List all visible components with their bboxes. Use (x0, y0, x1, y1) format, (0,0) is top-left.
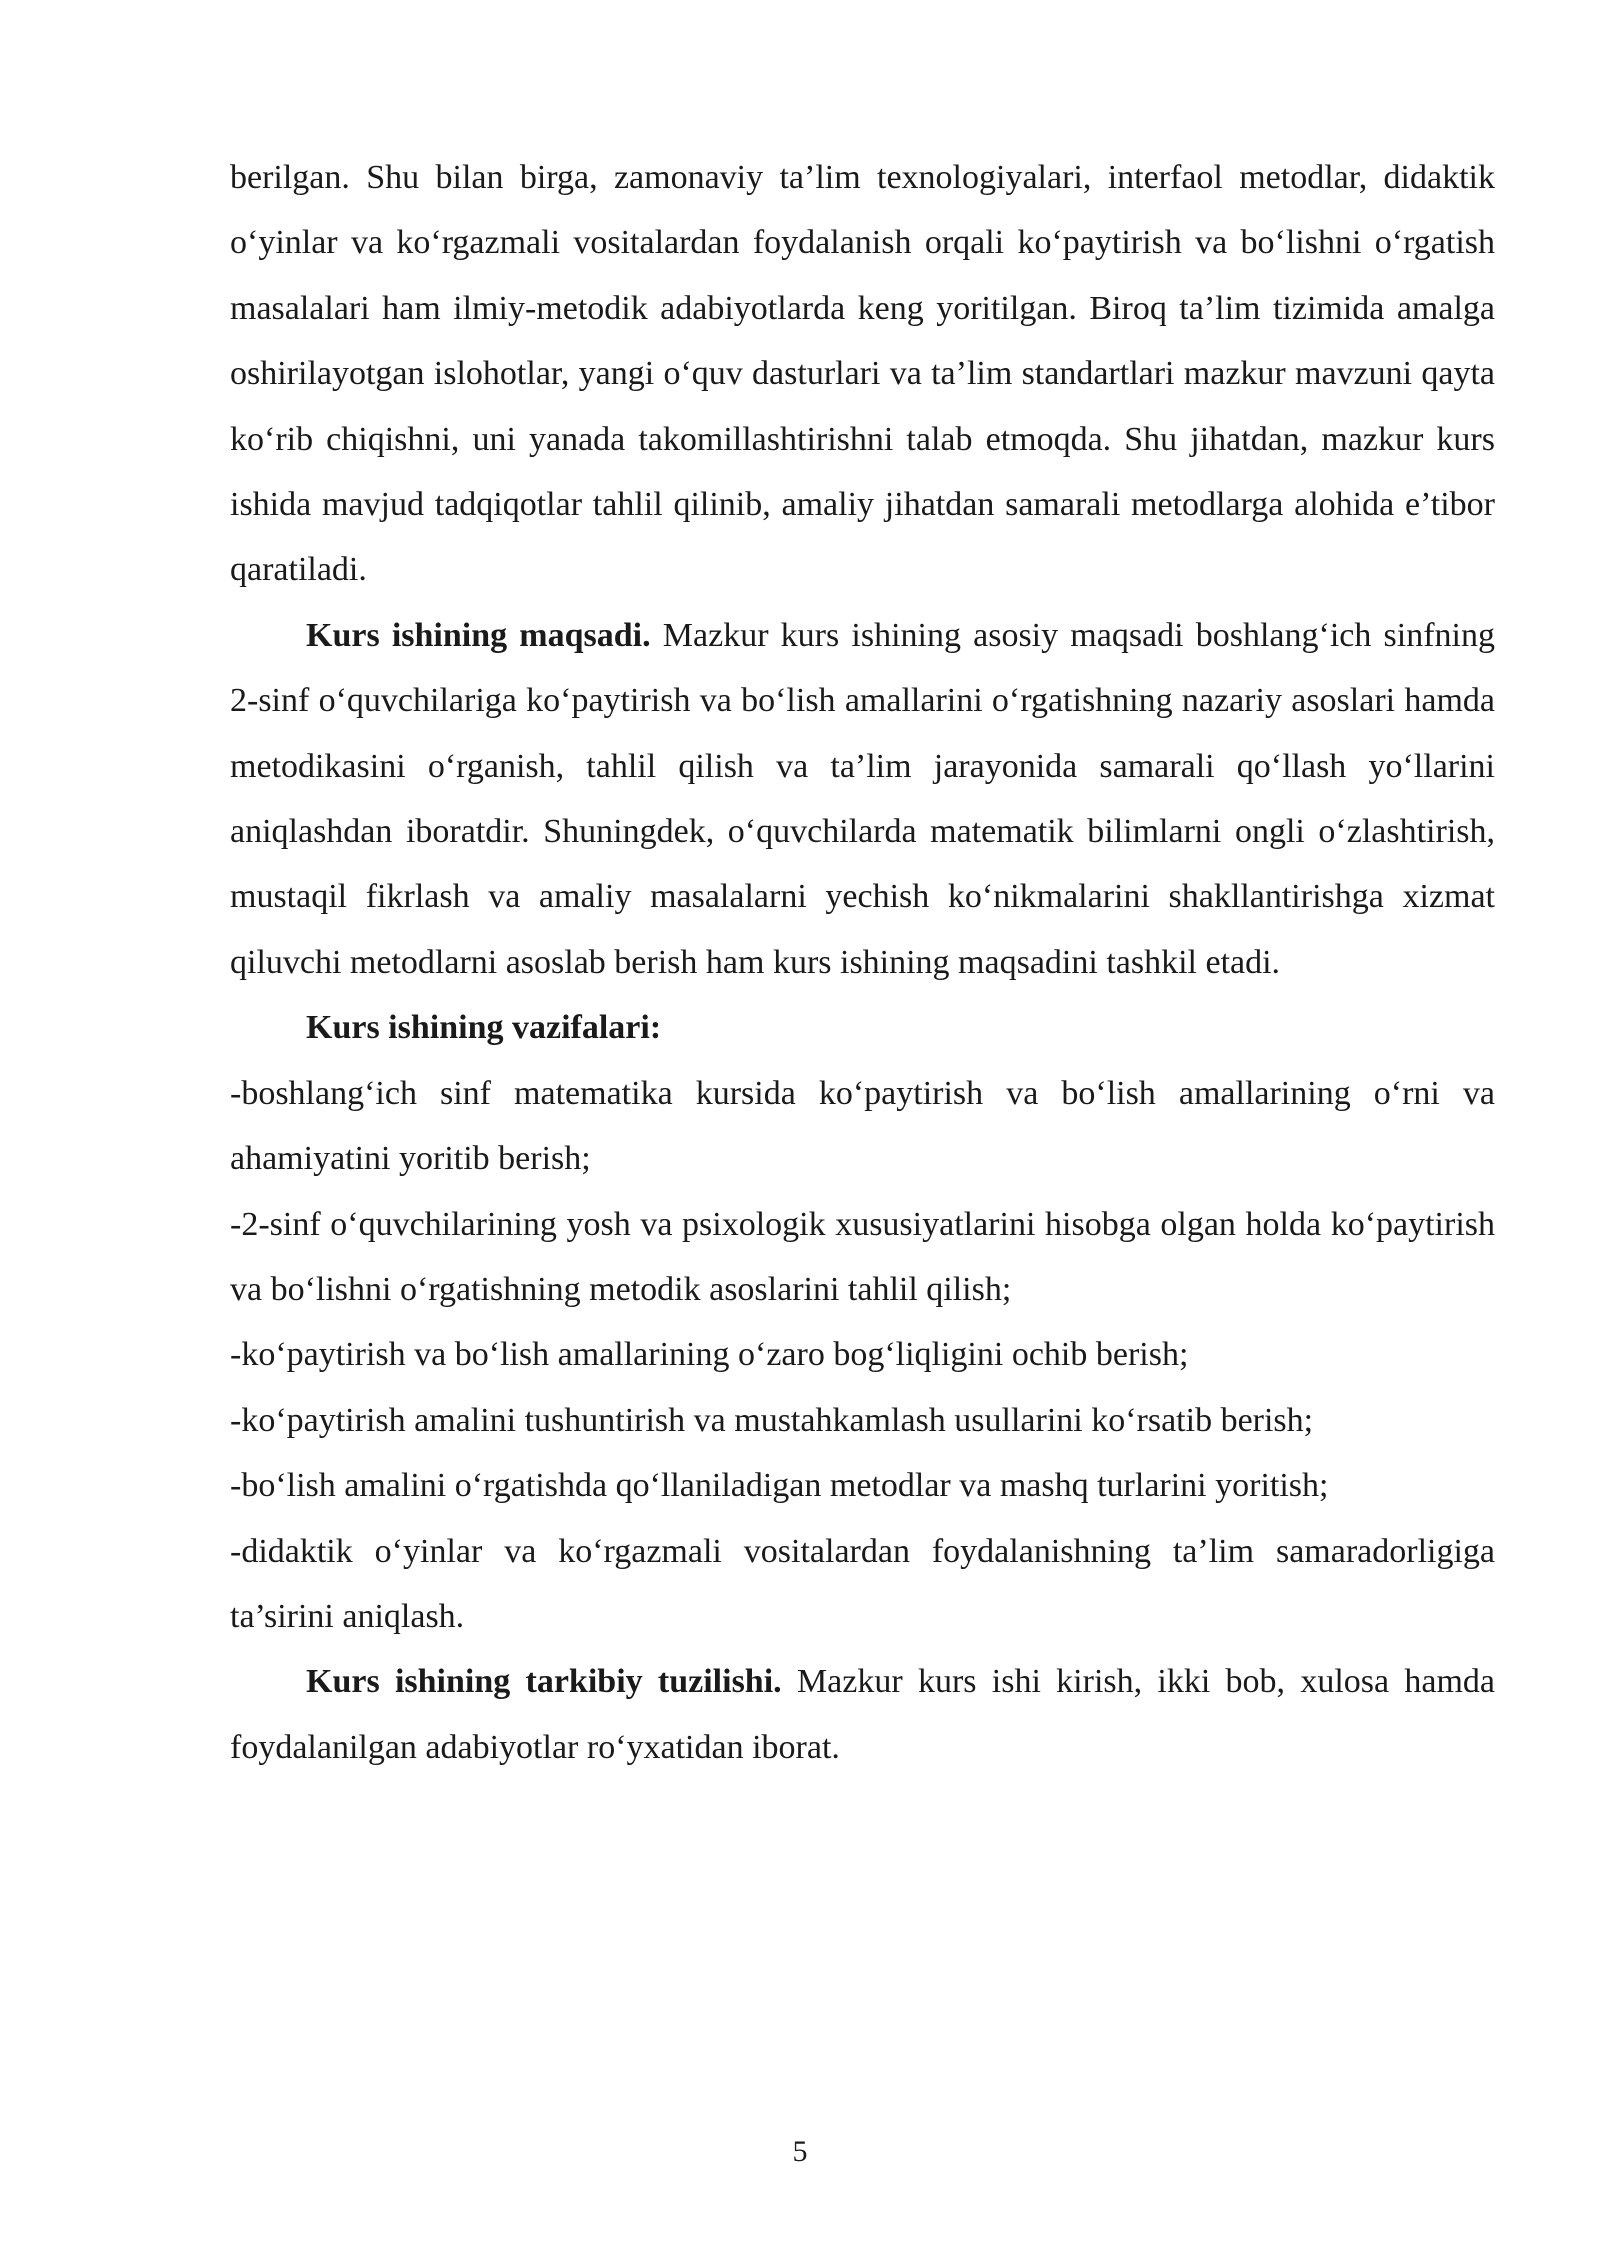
intro-paragraph: berilgan. Shu bilan birga, zamonaviy ta’lim texnologiyalari, interfaol metodlar, didaktik o‘yinlar va ko‘rgazmali vositalardan foydalanish orqali ko‘paytirish va bo‘lishni o‘rgatish masalalari ham ilmiy-metodik adabiyotlarda keng yoritilgan. Biroq ta’lim tizimida amalga oshirilayotgan islohotlar, yangi o‘quv dasturlari va ta’lim standartlari mazkur mavzuni qayta ko‘rib chiqishni, uni yanada takomillashtirishni talab etmoqda. Shu jihatdan, mazkur kurs ishida mavjud tadqiqotlar tahlil qilinib, amaliy jihatdan samarali metodlarga alohida e’tibor qaratiladi. (230, 159, 1495, 589)
page-number: 5 (792, 2135, 808, 2168)
goal-heading: Kurs ishining maqsadi. (306, 616, 651, 654)
task-item: -ko‘paytirish va bo‘lish amallarining o‘zaro bog‘liqligini ochib berish; (230, 1336, 1189, 1374)
document-page (230, 145, 1495, 1780)
task-item: -2-sinf o‘quvchilarining yosh va psixologik xususiyatlarini hisobga olgan holda ko‘paytirish va bo‘lishni o‘rgatishning metodik asoslarini tahlil qilish; (230, 1205, 1495, 1308)
structure-heading: Kurs ishining tarkibiy tuzilishi. (306, 1663, 782, 1701)
goal-text: Mazkur kurs ishining asosiy maqsadi boshlang‘ich sinfning 2-sinf o‘quvchilariga ko‘paytirish va bo‘lish amallarini o‘rgatishning nazariy asoslari hamda metodikasini o‘rganish, tahlil qilish va ta’lim jarayonida samarali qo‘llash yo‘llarini aniqlashdan iboratdir. Shuningdek, o‘quvchilarda matematik bilimlarni ongli o‘zlashtirish, mustaqil fikrlash va amaliy masalalarni yechish ko‘nikmalarini shakllantirishga xizmat qiluvchi metodlarni asoslab berish ham kurs ishining maqsadini tashkil etadi. (230, 616, 1495, 981)
structure-text: Mazkur kurs ishi kirish, ikki bob, xulosa hamda foydalanilgan adabiyotlar ro‘yxatidan iborat. (230, 1663, 1495, 1766)
tasks-heading: Kurs ishining vazifalari: (306, 1009, 662, 1047)
task-item: -boshlang‘ich sinf matematika kursida ko‘paytirish va bo‘lish amallarining o‘rni va ahamiyatini yoritib berish; (230, 1074, 1495, 1178)
goal-paragraph (230, 603, 1495, 995)
task-item: -ko‘paytirish amalini tushuntirish va mustahkamlash usullarini ko‘rsatib berish; (230, 1401, 1314, 1439)
structure-paragraph (230, 1649, 1495, 1780)
task-item: -bo‘lish amalini o‘rgatishda qo‘llaniladigan metodlar va mashq turlarini yoritish; (230, 1467, 1329, 1505)
task-item: -didaktik o‘yinlar va ko‘rgazmali vositalardan foydalanishning ta’lim samaradorligiga ta’sirini aniqlash. (230, 1532, 1495, 1635)
